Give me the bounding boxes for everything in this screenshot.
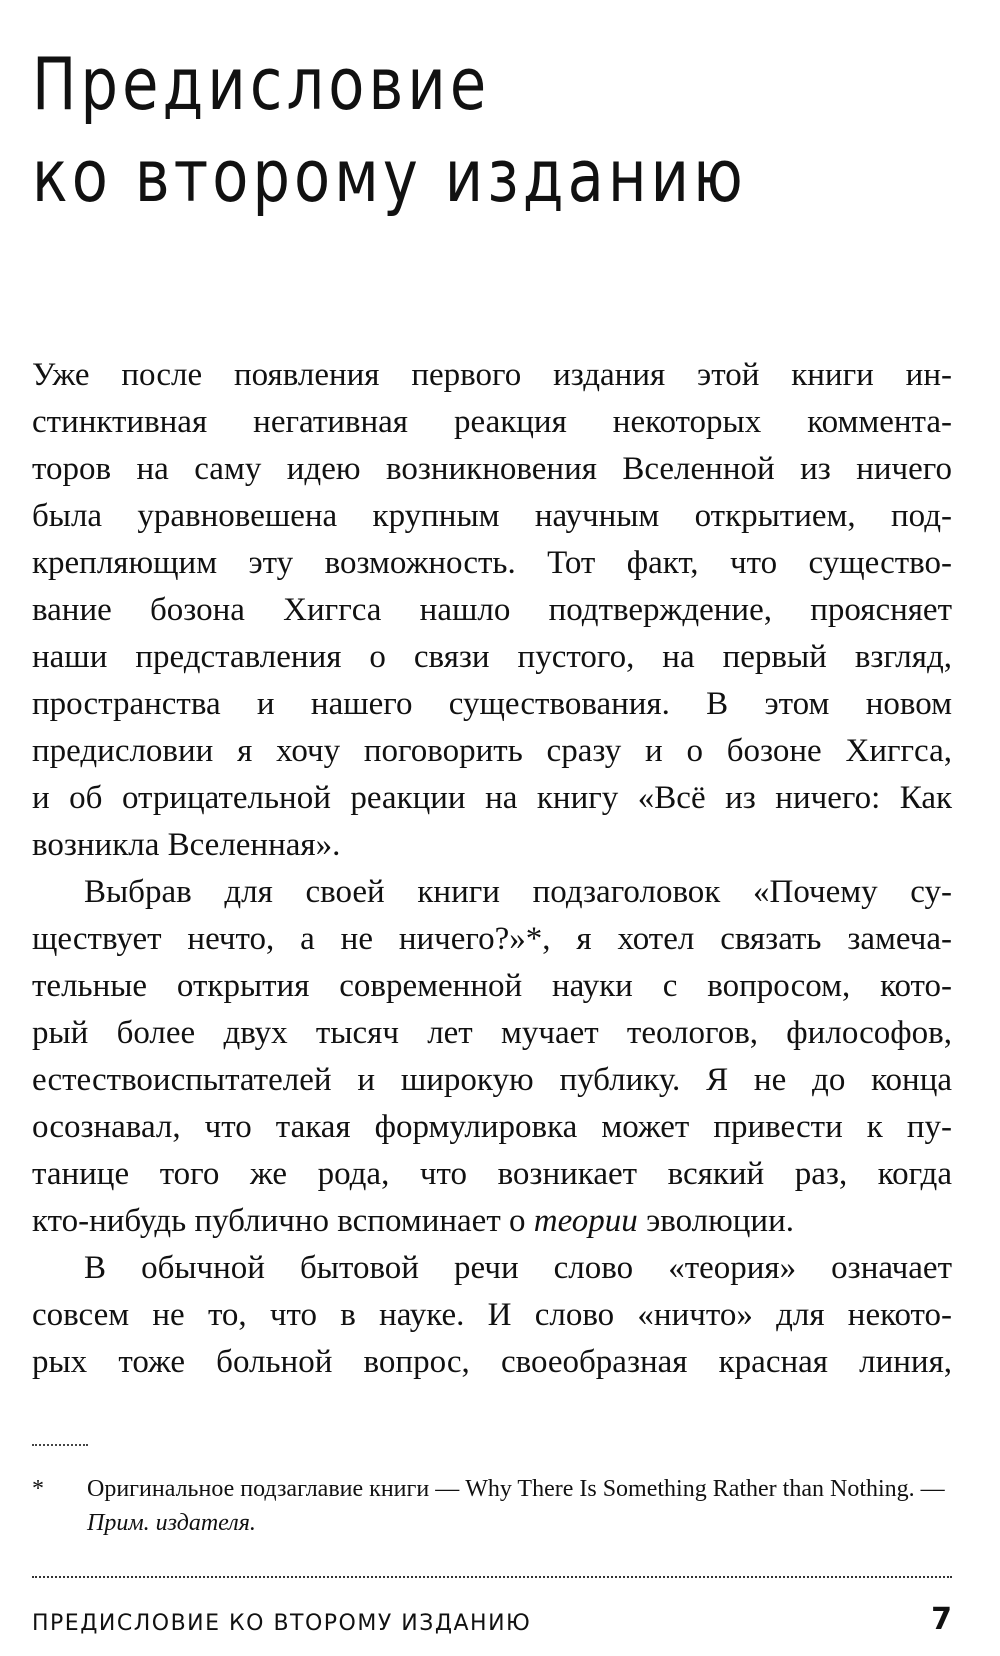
italic-term: теории bbox=[533, 1203, 638, 1239]
text-line: вание бозона Хиггса нашло подтверждение, проясняет bbox=[32, 592, 952, 628]
text-line: ществует нечто, а не ничего?»*, я хотел связать замеча- bbox=[32, 921, 952, 957]
text-line: осознавал, что такая формулировка может привести к пу- bbox=[32, 1109, 952, 1145]
footnote-text bbox=[87, 1472, 952, 1540]
text-line-last bbox=[32, 1198, 952, 1245]
footnote-note: Прим. издателя. bbox=[87, 1510, 256, 1536]
text-line: рых тоже больной вопрос, своеобразная красная линия, bbox=[32, 1344, 952, 1380]
text-line: пространства и нашего существования. В этом новом bbox=[32, 686, 952, 722]
text-line: рый более двух тысяч лет мучает теологов, философов, bbox=[32, 1015, 952, 1051]
chapter-title bbox=[32, 38, 803, 222]
paragraph-1 bbox=[32, 352, 952, 869]
text-line: и об отрицательной реакции на книгу «Всё из ничего: Как bbox=[32, 780, 952, 816]
chapter-title-line-2: ко второму изданию bbox=[32, 134, 747, 218]
chapter-title-line-1: Предисловие bbox=[32, 42, 491, 126]
footnote-separator bbox=[32, 1444, 88, 1446]
paragraph-3 bbox=[32, 1245, 952, 1386]
page-number: 7 bbox=[931, 1602, 952, 1637]
text-line: естествоиспытателей и широкую публику. Я не до конца bbox=[32, 1062, 952, 1098]
text-line: возникла Вселенная». bbox=[32, 827, 341, 863]
paragraph-2 bbox=[32, 869, 952, 1245]
text-line: наши представления о связи пустого, на первый взгляд, bbox=[32, 639, 952, 675]
text-line: Уже после появления первого издания этой книги ин- bbox=[32, 357, 952, 393]
text-line: танице того же рода, что возникает всякий раз, когда bbox=[32, 1156, 952, 1192]
text-line: стинктивная негативная реакция некоторых коммента- bbox=[32, 404, 952, 440]
text-run: эволюции. bbox=[637, 1203, 794, 1239]
text-line: торов на саму идею возникновения Вселенной из ничего bbox=[32, 451, 952, 487]
footer-rule bbox=[32, 1576, 952, 1578]
text-line: предисловии я хочу поговорить сразу и о бозоне Хиггса, bbox=[32, 733, 952, 769]
text-run: кто-нибудь публично вспоминает о bbox=[32, 1203, 534, 1239]
footnote-mark: * bbox=[32, 1476, 44, 1502]
text-line: Выбрав для своей книги подзаголовок «Почему су- bbox=[84, 874, 952, 910]
text-line: тельные открытия современной науки с вопросом, кото- bbox=[32, 968, 952, 1004]
footnote-body: Оригинальное подзаглавие книги — Why There Is Something Rather than Nothing. — bbox=[87, 1476, 945, 1502]
text-line: крепляющим эту возможность. Тот факт, что существо- bbox=[32, 545, 952, 581]
running-head: ПРЕДИСЛОВИЕ КО ВТОРОМУ ИЗДАНИЮ bbox=[32, 1611, 532, 1636]
text-line: В обычной бытовой речи слово «теория» означает bbox=[84, 1250, 952, 1286]
text-line: была уравновешена крупным научным открытием, под- bbox=[32, 498, 952, 534]
body-text bbox=[32, 352, 952, 1386]
text-line: совсем не то, что в науке. И слово «ничто» для некото- bbox=[32, 1297, 952, 1333]
